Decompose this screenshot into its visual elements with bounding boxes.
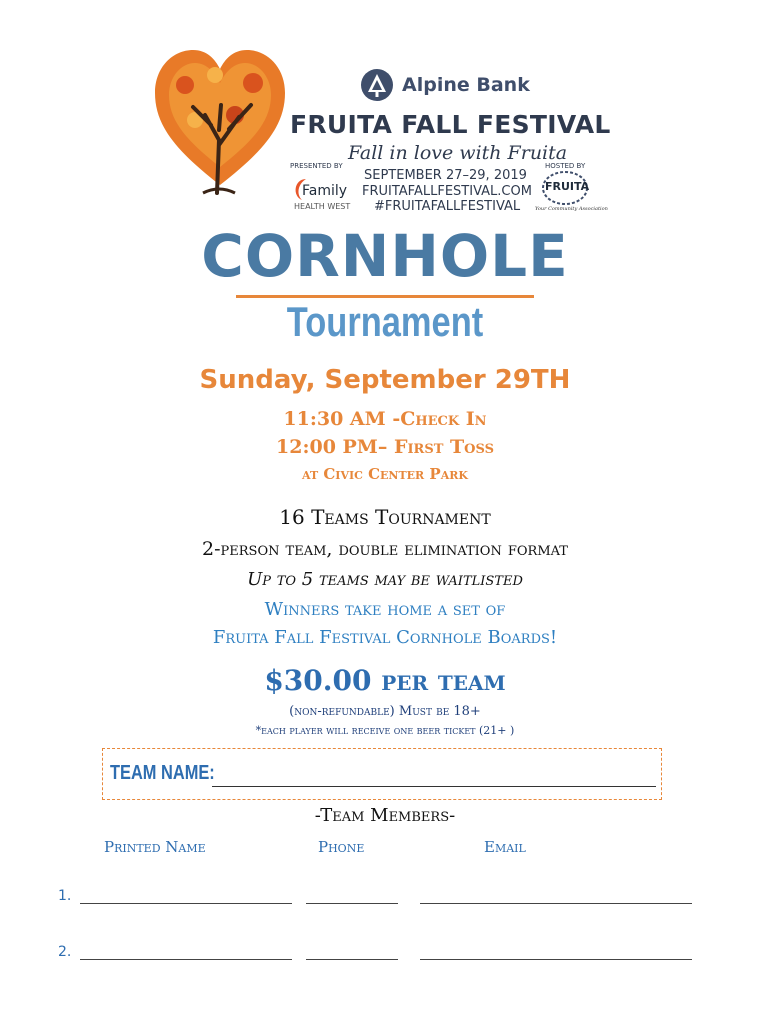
festival-title: FRUITA FALL FESTIVAL	[290, 110, 611, 139]
tournament-subtitle: Tournament	[286, 298, 484, 345]
festival-website: FRUITAFALLFESTIVAL.COM	[362, 184, 532, 199]
presenter-name: Family	[302, 183, 348, 199]
column-email: Email	[484, 838, 526, 856]
column-phone: Phone	[318, 838, 365, 856]
member-1-email-field[interactable]	[420, 903, 692, 904]
first-toss-time: 12:00 PM– First Toss	[276, 436, 494, 458]
festival-dates: SEPTEMBER 27–29, 2019	[364, 168, 527, 183]
festival-hashtag: #FRUITAFALLFESTIVAL	[374, 199, 521, 214]
member-1-phone-field[interactable]	[306, 903, 398, 904]
alpine-bank-logo	[360, 68, 530, 102]
event-venue: at Civic Center Park	[302, 465, 468, 483]
format-description: 2-person team, double elimination format	[202, 538, 568, 560]
event-date: Sunday, September 29TH	[199, 365, 571, 395]
teams-count: 16 Teams Tournament	[279, 505, 491, 529]
member-2-name-field[interactable]	[80, 959, 292, 960]
column-printed-name: Printed Name	[104, 838, 206, 856]
host-name: FRUITA	[545, 180, 590, 193]
checkin-time: 11:30 AM -Check In	[283, 408, 487, 430]
prize-line-2: Fruita Fall Festival Cornhole Boards!	[212, 627, 558, 648]
family-health-west-logo	[290, 174, 352, 214]
price-terms: (non-refundable) Must be 18+	[289, 704, 481, 719]
waitlist-note: Up to 5 teams may be waitlisted	[247, 569, 523, 590]
member-1-name-field[interactable]	[80, 903, 292, 904]
presenter-sub: HEALTH WEST	[294, 202, 351, 211]
prize-line-1: Winners take home a set of	[264, 599, 506, 620]
member-2-phone-field[interactable]	[306, 959, 398, 960]
team-price: $30.00 per team	[264, 664, 506, 697]
member-2-email-field[interactable]	[420, 959, 692, 960]
mountain-tree-icon	[360, 68, 394, 102]
team-name-label: TEAM NAME:	[110, 762, 215, 784]
festival-tagline: Fall in love with Fruita	[348, 142, 568, 164]
team-name-field[interactable]	[212, 786, 656, 787]
heart-tree-logo	[155, 45, 285, 195]
hosted-by-label: HOSTED BY	[545, 162, 586, 170]
presented-by-label: PRESENTED BY	[290, 162, 343, 170]
bank-name: Alpine Bank	[402, 74, 530, 96]
team-members-heading: -Team Members-	[314, 805, 456, 826]
cornhole-title: CORNHOLE	[201, 222, 569, 290]
member-row-2-number: 2.	[58, 944, 72, 960]
member-row-1-number: 1.	[58, 888, 72, 904]
beer-ticket-note: *each player will receive one beer ticket (21+ )	[255, 724, 515, 737]
host-sub: Your Community Association	[535, 206, 608, 212]
fruita-community-logo	[535, 170, 608, 216]
